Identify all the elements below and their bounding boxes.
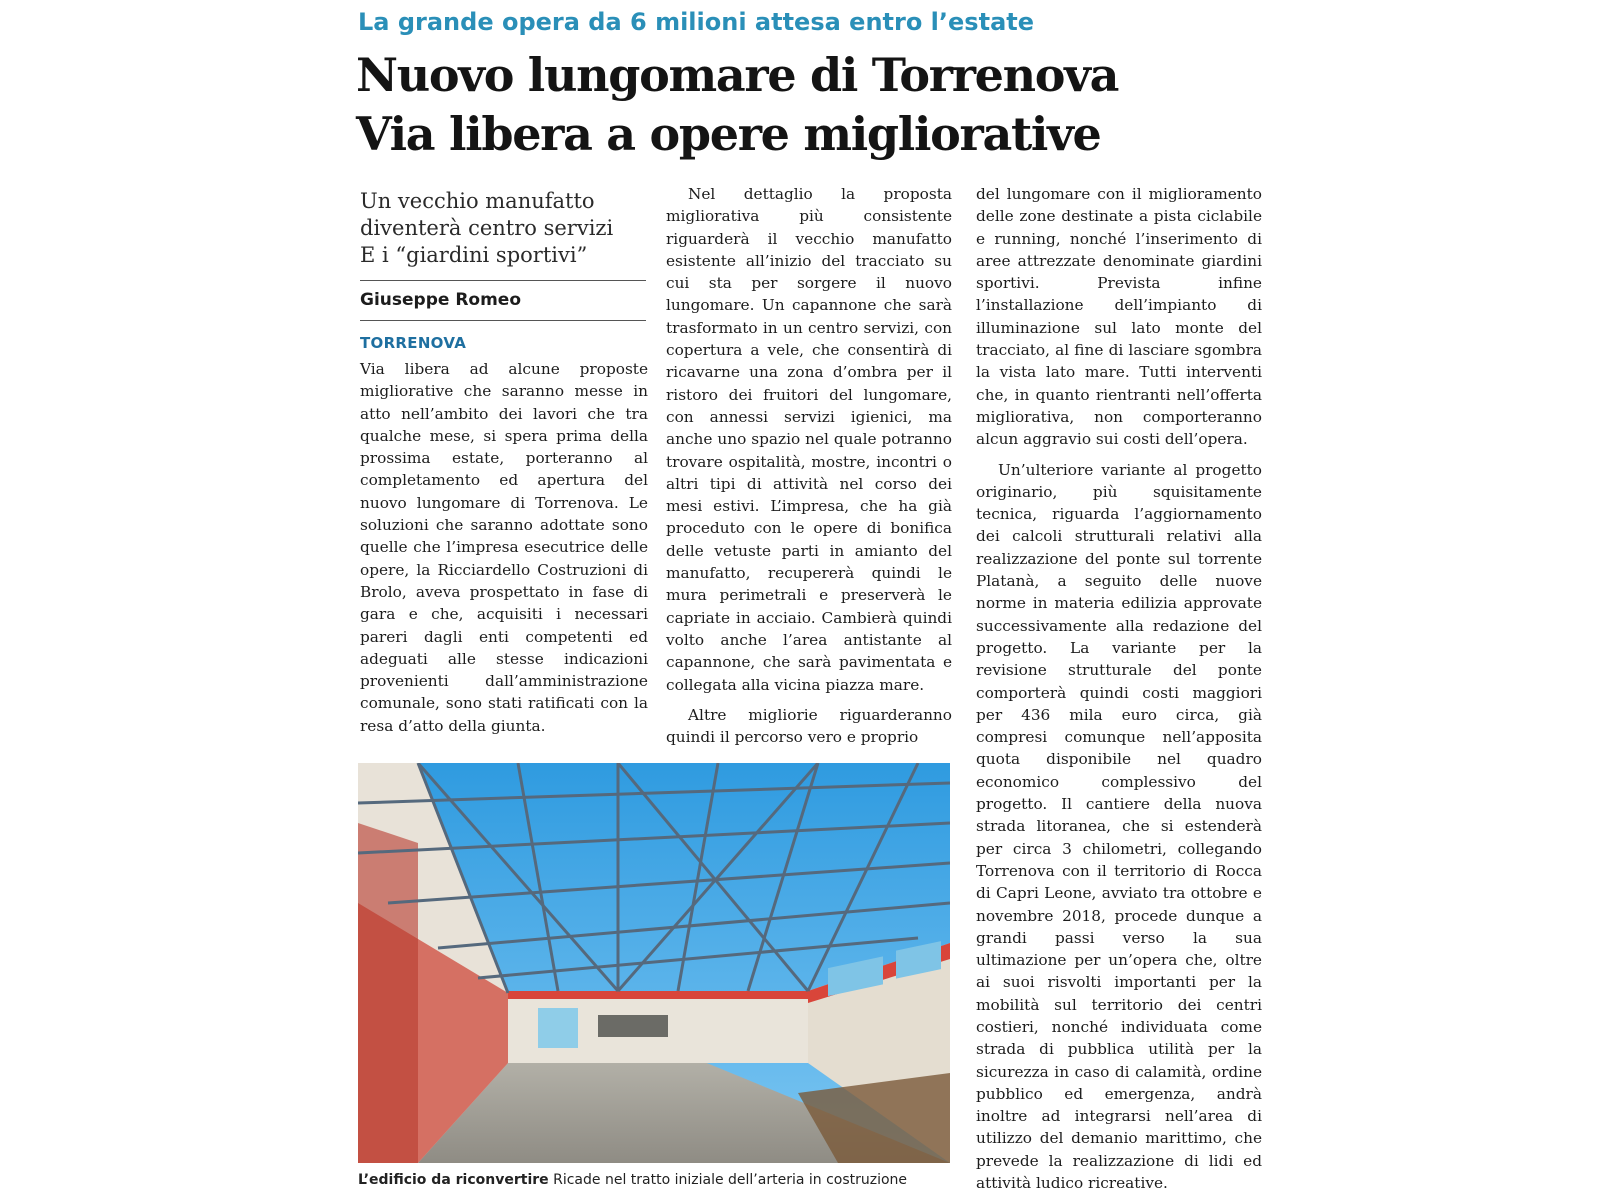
paragraph: Nel dettaglio la proposta migliorativa più consistente riguarderà il vecchio manufatto esistente all’inizio del tracciato su cui sta per sorgere il nuovo lungomare. Un capannone che sarà trasformato in un centro servizi, con copertura a vele, che consentirà di ricavarne una zona d’ombra per il ristoro dei fruitori del lungomare, con annessi servizi igienici, ma anche uno spazio nel quale potranno trovare ospitalità, mostre, incontri o altri tipi di attività nel corso dei mesi estivi. L’impresa, che ha già proceduto con le opere di bonifica delle vetuste parti in amianto del manufatto, recupererà quindi le mura perimetrali e preserverà le capriate in acciaio. Cambierà quindi volto anche l’area antistante al capannone, che sarà pavimentata e collegata alla vicina piazza mare. <box>666 185 952 694</box>
column-3 <box>976 183 1262 1194</box>
dateline: TORRENOVA <box>360 334 467 352</box>
warehouse-illustration <box>358 763 950 1163</box>
author-byline: Giuseppe Romeo <box>360 290 522 310</box>
subhead-line-1: Un vecchio manufatto <box>360 189 595 213</box>
article-photo <box>358 763 950 1163</box>
paragraph: Altre migliorie riguarderanno quindi il percorso vero e proprio <box>666 705 952 747</box>
headline <box>356 46 1256 164</box>
paragraph: del lungomare con il miglioramento delle zone destinate a pista ciclabile e running, nonché l’inserimento di aree attrezzate denominate giardini sportivi. Prevista infine l’installazione dell’impianto di illuminazione sul lato monte del tracciato, al fine di lasciare sgombra la vista lato mare. Tutti interventi che, in quanto rientranti nell’offerta migliorativa, non comporteranno alcun aggravio sui costi dell’opera. <box>976 185 1262 449</box>
headline-line-1: Nuovo lungomare di Torrenova <box>356 48 1119 102</box>
kicker: La grande opera da 6 milioni attesa entro l’estate <box>358 8 1035 36</box>
divider <box>360 280 646 281</box>
subheadline <box>360 188 650 269</box>
caption-lead: L’edificio da riconvertire <box>358 1172 549 1188</box>
headline-line-2: Via libera a opere migliorative <box>356 107 1101 161</box>
subhead-line-3: E i “giardini sportivi” <box>360 243 588 267</box>
paragraph: Un’ulteriore variante al progetto originario, più squisitamente tecnica, riguarda l’aggiornamento dei calcoli strutturali relativi alla realizzazione del ponte sul torrente Platanà, a seguito delle nuove norme in materia edilizia approvate successivamente alla redazione del progetto. La variante per la revisione strutturale del ponte comporterà quindi costi maggiori per 436 mila euro circa, già compresi comunque nell’apposita quota disponibile nel quadro economico complessivo del progetto. Il cantiere della nuova strada litoranea, che si estenderà per circa 3 chilometri, collegando Torrenova con il territorio di Rocca di Capri Leone, avviato tra ottobre e novembre 2018, procede dunque a grandi passi verso la sua ultimazione per un’opera che, oltre ai suoi risvolti importanti per la mobilità sul territorio dei centri costieri, nonché individuata come strada di pubblica utilità per la sicurezza in caso di calamità, ordine pubblico ed emergenza, andrà inoltre ad integrarsi nell’area di utilizzo del demanio marittimo, che prevede la realizzazione di lidi ed attività ludico ricreative. <box>976 460 1262 1193</box>
paragraph: Via libera ad alcune proposte migliorative che saranno messe in atto nell’ambito dei lavori che tra qualche mese, si spera prima della prossima estate, porteranno al completamento ed apertura del nuovo lungomare di Torrenova. Le soluzioni che saranno adottate sono quelle che l’impresa esecutrice delle opere, la Ricciardello Costruzioni di Brolo, aveva prospettato in fase di gara e che, acquisiti i necessari pareri dagli enti competenti ed adeguati alle stesse indicazioni provenienti dall’amministrazione comunale, sono stati ratificati con la resa d’atto della giunta. <box>360 360 648 735</box>
caption-text: Ricade nel tratto iniziale dell’arteria in costruzione <box>553 1172 908 1188</box>
divider <box>360 320 646 321</box>
photo-caption <box>358 1172 958 1188</box>
column-2 <box>666 183 952 748</box>
subhead-line-2: diventerà centro servizi <box>360 216 614 240</box>
column-1 <box>360 358 648 737</box>
